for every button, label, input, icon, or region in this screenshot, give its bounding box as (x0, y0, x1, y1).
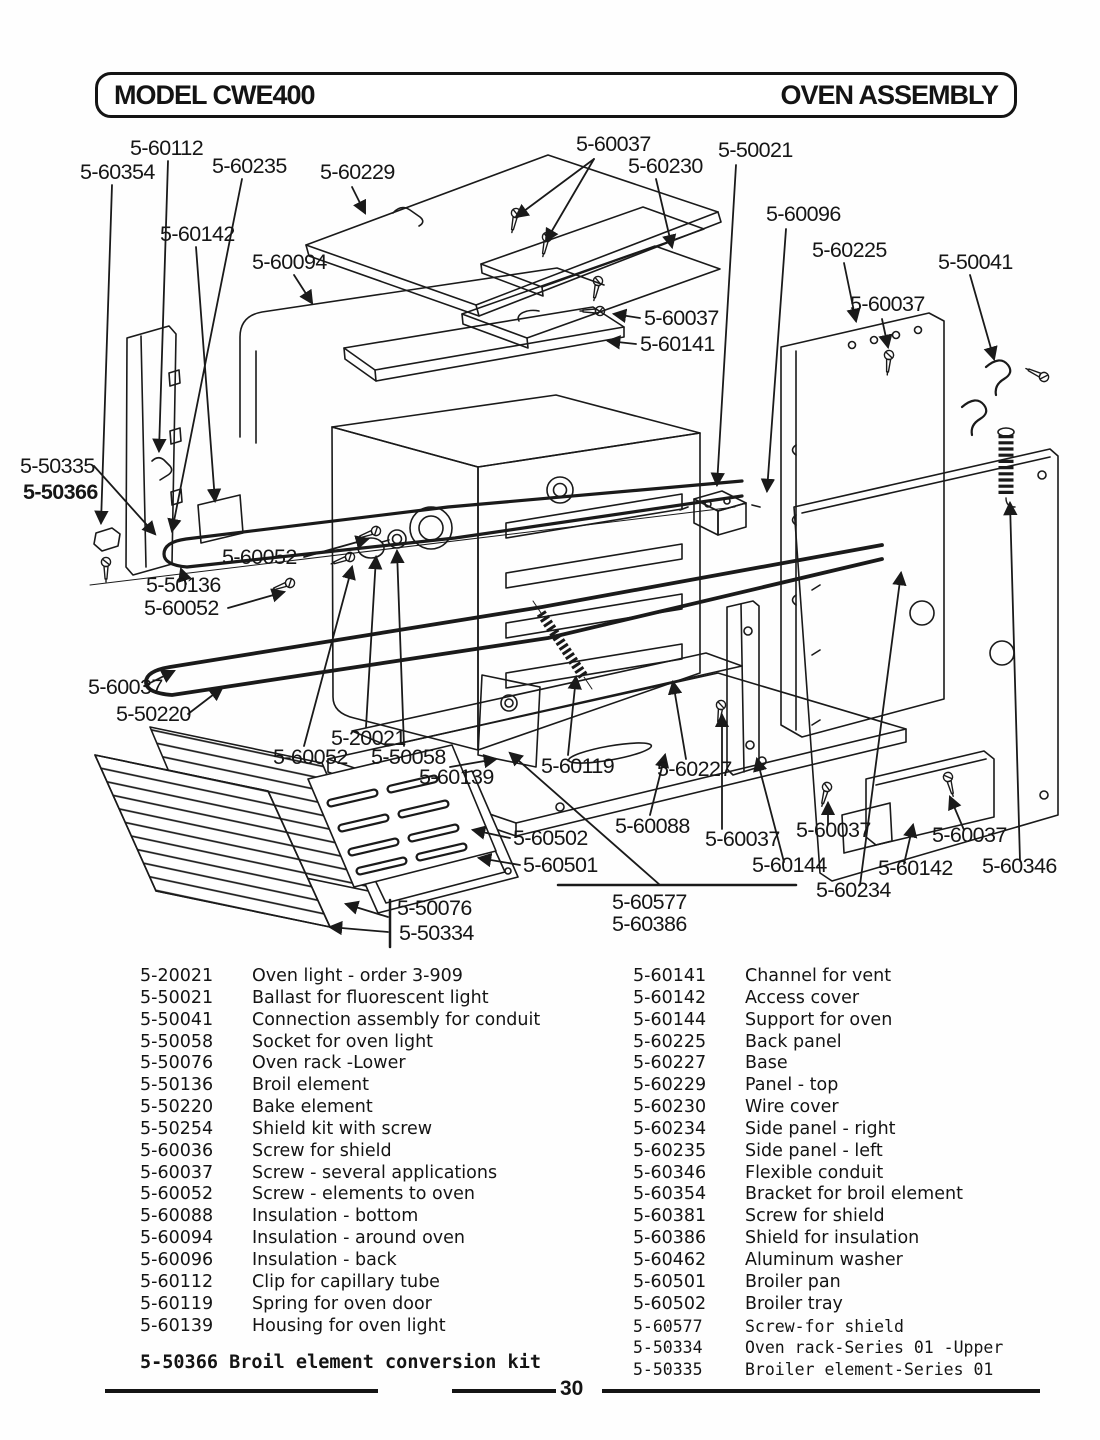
part-number: 5-60381 (633, 1206, 707, 1227)
part-number: 5-60225 (633, 1031, 707, 1052)
part-description: Connection assembly for conduit (252, 1009, 541, 1030)
part-description: Clip for capillary tube (252, 1271, 440, 1292)
diagram-part-label: 5-60139 (419, 765, 494, 789)
diagram-part-label: 5-60052 (273, 745, 348, 769)
diagram-part-label: 5-50366 (23, 480, 98, 504)
part-number: 5-60577 (633, 1316, 703, 1336)
part-number: 5-60094 (140, 1228, 214, 1249)
parts-row (140, 1053, 540, 1075)
diagram-part-label: 5-60502 (513, 826, 588, 850)
parts-row (633, 1272, 1003, 1294)
part-description: Housing for oven light (252, 1315, 446, 1336)
diagram-part-label: 5-60037 (705, 827, 780, 851)
diagram-part-label: 5-50058 (371, 745, 446, 769)
part-number: 5-60139 (140, 1315, 214, 1336)
part-description: Broiler element-Series 01 (745, 1360, 994, 1380)
part-description: Panel - top (745, 1075, 839, 1096)
part-description: Support for oven (745, 1009, 893, 1030)
parts-row (633, 1250, 1003, 1272)
part-description: Back panel (745, 1031, 842, 1052)
part-description: Side panel - left (745, 1140, 883, 1161)
conduit-connection (962, 360, 1010, 435)
parts-row (633, 1163, 1003, 1185)
part-number: 5-60052 (140, 1184, 214, 1205)
conversion-kit-note (140, 1352, 541, 1373)
diagram-part-label: 5-60346 (982, 854, 1057, 878)
page-number: 30 (560, 1377, 584, 1400)
part-description: Flexible conduit (745, 1162, 884, 1183)
parts-row (140, 1097, 540, 1119)
part-description: Oven rack -Lower (252, 1053, 406, 1074)
part-description: Insulation - bottom (252, 1206, 419, 1227)
part-number: 5-60229 (633, 1075, 707, 1096)
part-description: Screw - elements to oven (252, 1184, 475, 1205)
diagram-part-label: 5-50021 (718, 138, 793, 162)
part-description: Insulation - around oven (252, 1228, 466, 1249)
diagram-part-label: 5-60501 (523, 853, 598, 877)
part-description: Base (745, 1053, 788, 1074)
part-number: 5-60346 (633, 1162, 707, 1183)
parts-row (633, 1010, 1003, 1032)
parts-row (140, 1010, 540, 1032)
parts-row (140, 1294, 540, 1316)
parts-row (633, 1228, 1003, 1250)
diagram-part-label: 5-60119 (541, 754, 615, 778)
part-number: 5-60230 (633, 1097, 707, 1118)
part-description: Aluminum washer (745, 1249, 903, 1270)
broil-bracket (94, 528, 120, 551)
part-number: 5-50334 (633, 1338, 703, 1358)
part-description: Screw for shield (252, 1140, 392, 1161)
diagram-part-label: 5-60230 (628, 154, 703, 178)
part-number: 5-60112 (140, 1271, 214, 1292)
header-box (95, 72, 1017, 118)
part-number: 5-60501 (633, 1271, 707, 1292)
part-description: Screw - several applications (252, 1162, 498, 1183)
diagram-part-label: 5-60037 (576, 132, 651, 156)
part-description: Channel for vent (745, 966, 892, 986)
oven-cavity (332, 395, 700, 750)
part-number: 5-50058 (140, 1031, 214, 1052)
parts-row (633, 1359, 1003, 1381)
part-description: Oven light - order 3-909 (252, 966, 463, 986)
part-description: Spring for oven door (252, 1293, 432, 1314)
part-description: Broiler tray (745, 1293, 843, 1314)
parts-row (633, 1337, 1003, 1359)
diagram-part-label: 5-60141 (640, 332, 715, 356)
diagram-part-label: 5-60577 (612, 890, 687, 914)
diagram-part-label: 5-60037 (88, 675, 163, 699)
diagram-part-label: 5-60142 (160, 222, 235, 246)
capillary-clip (152, 458, 172, 480)
part-number: 5-60354 (633, 1184, 707, 1205)
part-description: Broil element (252, 1075, 369, 1096)
parts-row (140, 1141, 540, 1163)
diagram-part-label: 5-60112 (130, 136, 204, 160)
part-number: 5-50136 (140, 1075, 214, 1096)
insulation-wrap (198, 268, 604, 543)
parts-row (633, 1184, 1003, 1206)
diagram-part-label: 5-60144 (752, 853, 827, 877)
parts-row (140, 1184, 540, 1206)
part-number: 5-60502 (633, 1293, 707, 1314)
part-number: 5-60119 (140, 1293, 214, 1314)
kit-desc: Broil element conversion kit (229, 1352, 541, 1373)
part-number: 5-60037 (140, 1162, 214, 1183)
page-title: OVEN ASSEMBLY (780, 79, 998, 110)
part-number: 5-60141 (633, 966, 707, 986)
part-number: 5-50021 (140, 987, 214, 1008)
parts-row (633, 1053, 1003, 1075)
flexible-conduit (998, 428, 1015, 507)
part-number: 5-60144 (633, 1009, 707, 1030)
part-description: Shield for insulation (745, 1228, 920, 1249)
diagram-part-label: 5-60225 (812, 238, 887, 262)
parts-row (140, 1075, 540, 1097)
part-number: 5-60235 (633, 1140, 707, 1161)
part-number: 5-50220 (140, 1097, 214, 1118)
part-number: 5-50076 (140, 1053, 214, 1074)
diagram-part-label: 5-60227 (657, 757, 732, 781)
part-description: Broiler pan (745, 1271, 841, 1292)
parts-row (140, 1032, 540, 1054)
parts-row (633, 1316, 1003, 1338)
diagram-part-label: 5-60235 (212, 154, 287, 178)
part-number: 5-60096 (140, 1249, 214, 1270)
part-description: Access cover (745, 987, 860, 1008)
parts-row (140, 1272, 540, 1294)
diagram-part-label: 5-50334 (399, 921, 474, 945)
part-description: Side panel - right (745, 1118, 896, 1139)
diagram-part-label: 5-60037 (932, 823, 1007, 847)
diagram-part-label: 5-20021 (331, 726, 406, 750)
part-description: Oven rack-Series 01 -Upper (745, 1338, 1004, 1358)
parts-row (140, 988, 540, 1010)
diagram-part-label: 5-60088 (615, 814, 690, 838)
diagram-part-label: 5-50076 (397, 896, 472, 920)
side-panel-left (126, 326, 182, 575)
diagram-part-label: 5-50136 (146, 573, 221, 597)
part-number: 5-60088 (140, 1206, 214, 1227)
parts-row (633, 1032, 1003, 1054)
diagram-part-label: 5-60037 (796, 818, 871, 842)
parts-row (140, 966, 540, 988)
part-description: Screw for shield (745, 1206, 885, 1227)
part-number: 5-50041 (140, 1009, 214, 1030)
diagram-part-label: 5-60354 (80, 160, 155, 184)
footer-rule-left (105, 1389, 378, 1393)
diagram-part-label: 5-60229 (320, 160, 395, 184)
diagram-part-label: 5-60052 (144, 596, 219, 620)
parts-list-right (633, 966, 1003, 1381)
diagram-part-label: 5-60052 (222, 545, 297, 569)
parts-row (140, 1163, 540, 1185)
part-number: 5-60036 (140, 1140, 214, 1161)
footer-rule-right (602, 1389, 1040, 1393)
part-description: Bake element (252, 1097, 373, 1118)
part-description: Shield kit with screw (252, 1118, 433, 1139)
footer-rule-mid (452, 1389, 556, 1393)
light-housing (478, 675, 540, 767)
parts-row (633, 1097, 1003, 1119)
part-number: 5-50254 (140, 1118, 214, 1139)
parts-row (140, 1316, 540, 1338)
part-number: 5-60227 (633, 1053, 707, 1074)
diagram-part-label: 5-60037 (850, 292, 925, 316)
parts-row (140, 1228, 540, 1250)
parts-row (140, 1206, 540, 1228)
parts-row (633, 1119, 1003, 1141)
part-description: Screw-for shield (745, 1316, 904, 1336)
part-number: 5-20021 (140, 966, 214, 986)
part-description: Ballast for fluorescent light (252, 987, 489, 1008)
diagram-part-label: 5-50335 (20, 454, 95, 478)
part-description: Wire cover (745, 1097, 839, 1118)
oven-support (727, 601, 759, 775)
parts-row (633, 1141, 1003, 1163)
parts-row (633, 988, 1003, 1010)
diagram-part-label: 5-60386 (612, 912, 687, 936)
kit-number: 5-50366 (140, 1352, 218, 1373)
model-title: MODEL CWE400 (114, 79, 315, 110)
part-description: Insulation - back (252, 1249, 397, 1270)
diagram-part-label: 5-60094 (252, 250, 327, 274)
parts-row (633, 1206, 1003, 1228)
part-number: 5-60142 (633, 987, 707, 1008)
part-number: 5-60462 (633, 1249, 707, 1270)
diagram-part-label: 5-50220 (116, 702, 191, 726)
part-number: 5-60386 (633, 1228, 707, 1249)
diagram-part-label: 5-60037 (644, 306, 719, 330)
diagram-part-label: 5-60096 (766, 202, 841, 226)
diagram-part-label: 5-50041 (938, 250, 1013, 274)
diagram-part-label: 5-60234 (816, 878, 891, 902)
part-number: 5-50335 (633, 1360, 703, 1380)
part-description: Bracket for broil element (745, 1184, 963, 1205)
part-number: 5-60234 (633, 1118, 707, 1139)
parts-row (633, 966, 1003, 988)
diagram-part-label: 5-60142 (878, 856, 953, 880)
parts-row (633, 1294, 1003, 1316)
parts-row (633, 1075, 1003, 1097)
parts-list-left (140, 966, 540, 1337)
parts-row (140, 1119, 540, 1141)
ballast (680, 491, 760, 535)
exploded-diagram (0, 115, 1100, 960)
parts-row (140, 1250, 540, 1272)
part-description: Socket for oven light (252, 1031, 434, 1052)
